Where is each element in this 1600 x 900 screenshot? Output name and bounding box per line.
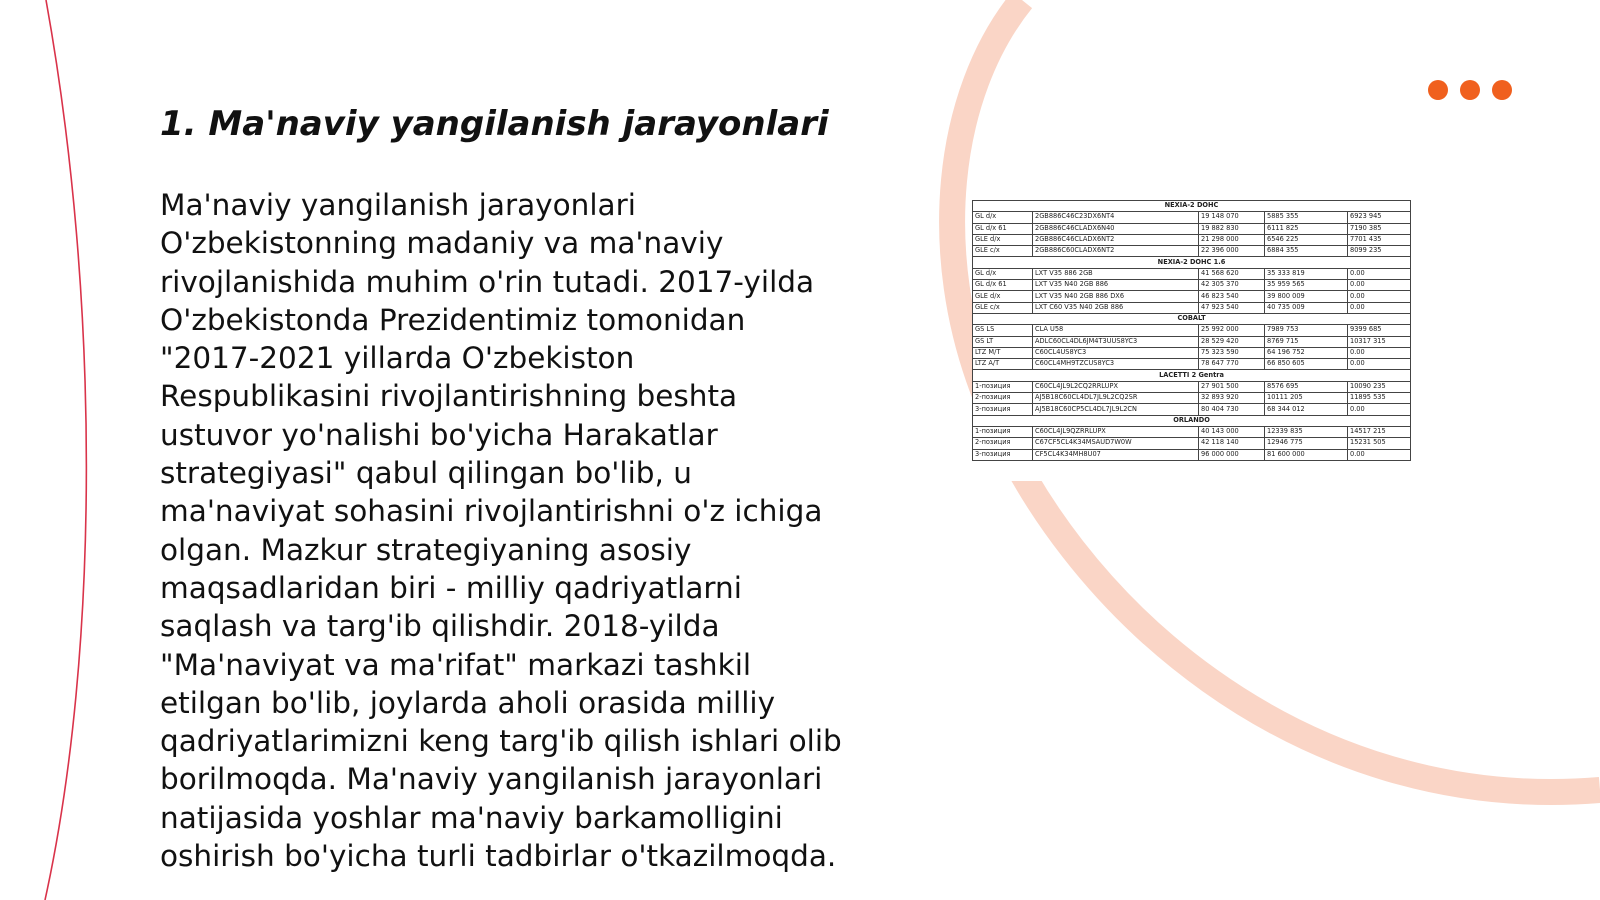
dot-icon	[1460, 80, 1480, 100]
table-section-title: NEXIA-2 DOHC	[973, 201, 1411, 212]
dot-icon	[1428, 80, 1448, 100]
table-section-title: ORLANDO	[973, 415, 1411, 426]
table-cell: 22 396 000	[1199, 246, 1265, 257]
table-row	[973, 359, 1411, 370]
table-cell: 0.00	[1348, 302, 1411, 313]
table-cell: LXT V35 886 2GB	[1033, 268, 1199, 279]
table-row	[973, 347, 1411, 358]
table-cell: 6884 355	[1265, 246, 1348, 257]
slide-body-text: Ma'naviy yangilanish jarayonlari O'zbekistonning madaniy va ma'naviy rivojlanishida muhim o'rin tutadi. 2017-yilda O'zbekistonda Prezidentimiz tomonidan "2017-2021 yillarda O'zbekiston Respublikasini rivojlantirishning beshta ustuvor yo'nalishi bo'yicha Harakatlar strategiyasi" qabul qilingan bo'lib, u ma'naviyat sohasini rivojlantirishni o'z ichiga olgan. Mazkur strategiyaning asosiy maqsadlaridan biri - milliy qadriyatlarni saqlash va targ'ib qilishdir. 2018-yilda "Ma'naviyat va ma'rifat" markazi tashkil etilgan bo'lib, joylarda aholi orasida milliy qadriyatlarimizni keng targ'ib qilish ishlari olib borilmoqda. Ma'naviy yangilanish jarayonlari natijasida yoshlar ma'naviy barkamolligini oshirish bo'yicha turli tadbirlar o'tkazilmoqda.	[160, 188, 842, 874]
table-row	[973, 234, 1411, 245]
table-cell: 21 298 000	[1199, 234, 1265, 245]
table-cell: GLE d/x	[973, 234, 1033, 245]
table-cell: 2-позиция	[973, 393, 1033, 404]
table-cell: C60CL4MH9TZCUS8YC3	[1033, 359, 1199, 370]
table-cell: 96 000 000	[1199, 449, 1265, 460]
table-cell: 14517 215	[1348, 426, 1411, 437]
table-cell: GLE d/x	[973, 291, 1033, 302]
table-cell: C67CF5CL4K34MSAUD7W0W	[1033, 438, 1199, 449]
table-cell: C60CL4JL9L2CQ2RRLUPX	[1033, 381, 1199, 392]
table-cell: GL d/x	[973, 268, 1033, 279]
table-cell: 42 305 370	[1199, 280, 1265, 291]
table-cell: 10111 205	[1265, 393, 1348, 404]
table-cell: 25 992 000	[1199, 325, 1265, 336]
table-cell: GLE c/x	[973, 302, 1033, 313]
table-row	[973, 381, 1411, 392]
table-cell: 35 333 819	[1265, 268, 1348, 279]
table-cell: 66 850 605	[1265, 359, 1348, 370]
table-cell: LTZ M/T	[973, 347, 1033, 358]
table-cell: CF5CL4K34MH8U07	[1033, 449, 1199, 460]
table-cell: LXT V35 N40 2GB 886	[1033, 280, 1199, 291]
table-section-row	[973, 201, 1411, 212]
table-cell: 1-позиция	[973, 381, 1033, 392]
table-cell: 80 404 730	[1199, 404, 1265, 415]
table-cell: 2GB886C60CLADX6NT2	[1033, 246, 1199, 257]
table-row	[973, 212, 1411, 223]
table-cell: 0.00	[1348, 359, 1411, 370]
table-cell: 5885 355	[1265, 212, 1348, 223]
table-section-row	[973, 370, 1411, 381]
table-cell: CLA U58	[1033, 325, 1199, 336]
table-cell: 10090 235	[1348, 381, 1411, 392]
table-cell: C60CL4US8YC3	[1033, 347, 1199, 358]
table-cell: 8099 235	[1348, 246, 1411, 257]
table-cell: AJ5B18C60CL4DL7JL9L2CQ2SR	[1033, 393, 1199, 404]
slide-title: 1. Ma'naviy yangilanish jarayonlari	[160, 104, 829, 144]
table-cell: 6546 225	[1265, 234, 1348, 245]
table-row	[973, 246, 1411, 257]
price-table	[972, 200, 1411, 461]
more-options-dots	[1428, 80, 1512, 100]
table-row	[973, 280, 1411, 291]
table-cell: LXT C60 V35 N40 2GB 886	[1033, 302, 1199, 313]
table-cell: 0.00	[1348, 291, 1411, 302]
table-cell: 2-позиция	[973, 438, 1033, 449]
table-row	[973, 223, 1411, 234]
table-cell: 0.00	[1348, 268, 1411, 279]
table-cell: 19 148 070	[1199, 212, 1265, 223]
table-cell: 40 735 009	[1265, 302, 1348, 313]
table-cell: 28 529 420	[1199, 336, 1265, 347]
table-cell: GS LT	[973, 336, 1033, 347]
table-cell: 39 800 009	[1265, 291, 1348, 302]
table-row	[973, 426, 1411, 437]
table-section-title: NEXIA-2 DOHC 1.6	[973, 257, 1411, 268]
table-cell: 2GB886C46CLADX6N40	[1033, 223, 1199, 234]
table-cell: 9399 685	[1348, 325, 1411, 336]
table-cell: 7989 753	[1265, 325, 1348, 336]
table-cell: 11895 535	[1348, 393, 1411, 404]
table-section-row	[973, 415, 1411, 426]
table-cell: 42 118 140	[1199, 438, 1265, 449]
table-cell: 2GB886C46CLADX6NT2	[1033, 234, 1199, 245]
table-cell: 40 143 000	[1199, 426, 1265, 437]
table-section-title: LACETTI 2 Gentra	[973, 370, 1411, 381]
table-row	[973, 291, 1411, 302]
table-cell: 8769 715	[1265, 336, 1348, 347]
table-cell: 15231 505	[1348, 438, 1411, 449]
table-cell: 2GB886C46C23DX6NT4	[1033, 212, 1199, 223]
table-cell: LTZ A/T	[973, 359, 1033, 370]
table-cell: GL d/x 61	[973, 223, 1033, 234]
table-cell: 12339 835	[1265, 426, 1348, 437]
table-cell: 7701 435	[1348, 234, 1411, 245]
table-cell: 27 901 500	[1199, 381, 1265, 392]
table-section-row	[973, 313, 1411, 324]
table-cell: 41 568 620	[1199, 268, 1265, 279]
table-cell: 81 600 000	[1265, 449, 1348, 460]
table-cell: 64 196 752	[1265, 347, 1348, 358]
table-cell: AJ5B18C60CP5CL4DL7JL9L2CN	[1033, 404, 1199, 415]
table-cell: 0.00	[1348, 280, 1411, 291]
table-row	[973, 438, 1411, 449]
table-cell: 3-позиция	[973, 404, 1033, 415]
table-cell: 0.00	[1348, 449, 1411, 460]
price-table-image	[972, 200, 1410, 481]
table-cell: 1-позиция	[973, 426, 1033, 437]
table-section-row	[973, 257, 1411, 268]
table-cell: ADLC60CL4DL6JM4T3UUS8YC3	[1033, 336, 1199, 347]
table-row	[973, 336, 1411, 347]
price-table-body	[973, 201, 1411, 461]
table-cell: C60CL4JL9QZRRLUPX	[1033, 426, 1199, 437]
table-cell: GL d/x 61	[973, 280, 1033, 291]
table-cell: 32 893 920	[1199, 393, 1265, 404]
table-cell: 19 882 830	[1199, 223, 1265, 234]
table-cell: LXT V35 N40 2GB 886 DX6	[1033, 291, 1199, 302]
dot-icon	[1492, 80, 1512, 100]
table-cell: 7190 385	[1348, 223, 1411, 234]
table-cell: 8576 695	[1265, 381, 1348, 392]
table-cell: GS LS	[973, 325, 1033, 336]
table-cell: 46 823 540	[1199, 291, 1265, 302]
table-row	[973, 404, 1411, 415]
table-cell: 0.00	[1348, 347, 1411, 358]
table-cell: 10317 315	[1348, 336, 1411, 347]
table-cell: 0.00	[1348, 404, 1411, 415]
table-cell: 3-позиция	[973, 449, 1033, 460]
table-cell: 47 923 540	[1199, 302, 1265, 313]
table-cell: 68 344 012	[1265, 404, 1348, 415]
table-cell: GLE c/x	[973, 246, 1033, 257]
table-cell: 6111 825	[1265, 223, 1348, 234]
decorative-left-line	[45, 0, 86, 900]
table-row	[973, 449, 1411, 460]
table-cell: 6923 945	[1348, 212, 1411, 223]
table-row	[973, 325, 1411, 336]
table-section-title: COBALT	[973, 313, 1411, 324]
table-row	[973, 393, 1411, 404]
table-cell: GL d/x	[973, 212, 1033, 223]
table-cell: 35 959 565	[1265, 280, 1348, 291]
table-row	[973, 268, 1411, 279]
table-cell: 78 647 770	[1199, 359, 1265, 370]
table-cell: 75 323 590	[1199, 347, 1265, 358]
table-row	[973, 302, 1411, 313]
table-cell: 12946 775	[1265, 438, 1348, 449]
